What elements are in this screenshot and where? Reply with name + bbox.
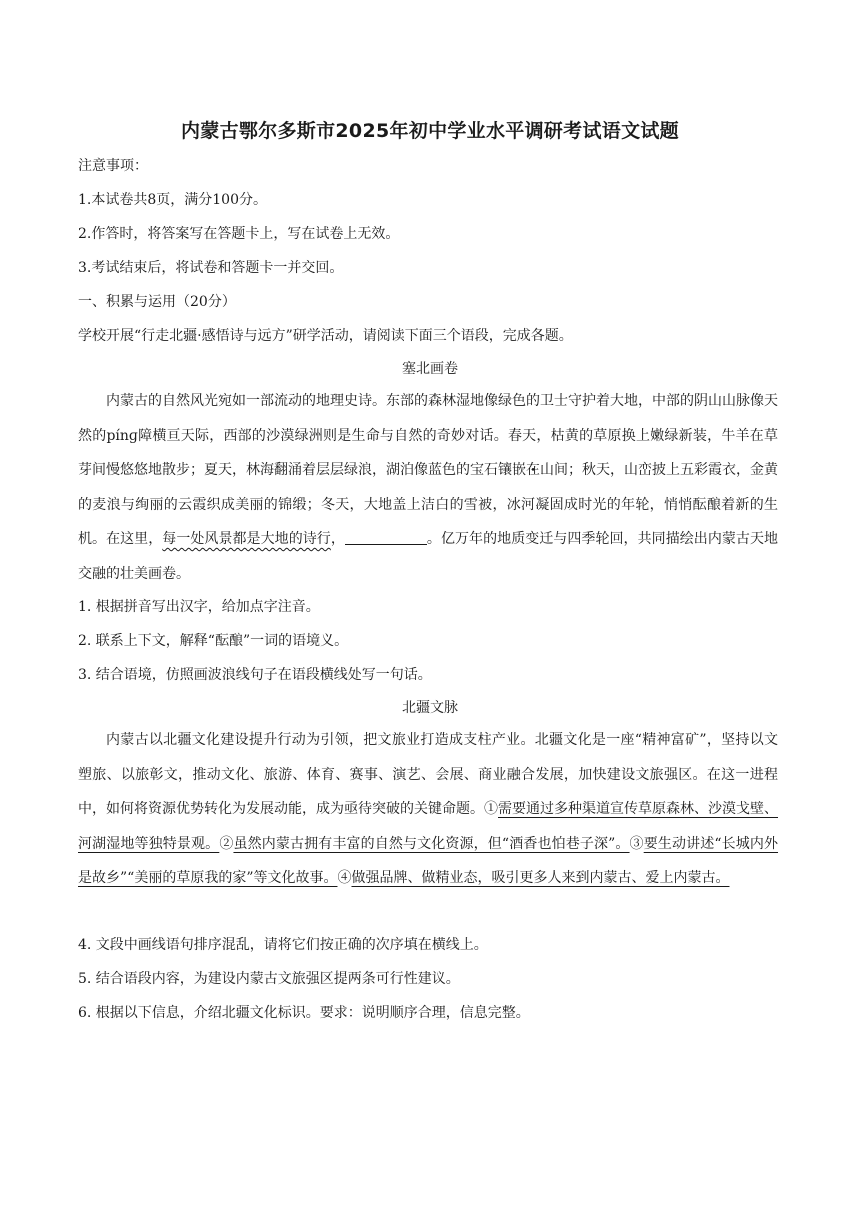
notice-item: 1.本试卷共8页，满分100分。 (78, 192, 267, 208)
notice-heading: 注意事项： (78, 158, 148, 174)
dotted-character: 嵌 • (512, 462, 526, 478)
sentence-marker: ② (219, 835, 234, 852)
section-intro: 学校开展“行走北疆·感悟诗与远方”研学活动，请阅读下面三个语段，完成各题。 (78, 328, 573, 344)
sentence-marker: ③ (629, 835, 644, 852)
question-item: 4. 文段中画线语句排序混乱，请将它们按正确的次序填在横线上。 (78, 937, 488, 953)
question-item: 2. 联系上下文，解释“酝酿”一词的语境义。 (78, 633, 349, 649)
wavy-underlined-sentence: 每一处风景都是大地的诗行 (162, 531, 331, 547)
page-title: 内蒙古鄂尔多斯市2025年初中学业水平调研考试语文试题 (181, 120, 679, 142)
underlined-sentence: 虽然内蒙古拥有丰富的自然与文化资源，但“酒香也怕巷子深”。 (233, 835, 630, 852)
passage-body (78, 723, 778, 896)
underlined-sentence: 需要通过多种渠道宣传草原森林、沙漠戈壁、河湖湿地等独特景观。 (78, 801, 778, 852)
section-heading: 一、积累与运用（20分） (78, 294, 236, 310)
notice-item: 3.考试结束后，将试卷和答题卡一并交回。 (78, 260, 344, 276)
passage-title: 北疆文脉 (402, 700, 458, 716)
sentence-marker: ④ (337, 870, 352, 886)
question-item: 5. 结合语段内容，为建设内蒙古文旅强区提两条可行性建议。 (78, 971, 460, 987)
passage-text: 内蒙古以北疆文化建设提升行动为引领，把文旅业打造成支柱产业。北疆文化是一座“精神富矿”，坚持以文塑旅、以旅彰文，推动文化、旅游、体育、赛事、演艺、会展、商业融合发展，加快建设文旅强区。在这一进程中，如何将资源优势转化为发展动能，成为亟待突破的关键命题。① (78, 732, 778, 817)
notice-item: 2.作答时，将答案写在答题卡上，写在试卷上无效。 (78, 226, 400, 242)
passage-text: 在山间；秋天，山峦披上五彩霞衣，金黄的麦浪与绚丽的云霞织成美丽的锦缎；冬天，大地盖上洁白的雪被，冰河凝固成时光的年轮，悄悄酝酿着新的生机。在这里， (78, 462, 778, 547)
passage-title: 塞北画卷 (402, 361, 458, 377)
question-item: 1. 根据拼音写出汉字，给加点字注音。 (78, 599, 320, 615)
passage-body (78, 384, 778, 591)
underlined-sentence: 要生动讲述“长城内外是故乡”“美丽的草原我的家”等文化故事。 (78, 835, 779, 886)
passage-text: ， (330, 531, 345, 547)
passage-text: 。亿万年的地质变迁与四季轮回，共同描绘出内蒙古天地交融的壮美画卷。 (78, 531, 779, 582)
answer-blank[interactable] (345, 530, 427, 545)
question-item: 6. 根据以下信息，介绍北疆文化标识。要求：说明顺序合理，信息完整。 (78, 1005, 530, 1021)
passage-text: 内蒙古的自然风光宛如一部流动的地理史诗。东部的森林湿地像绿色的卫士守护着大地，中部的阴山山脉像天然的pínɡ障横亘天际，西部的沙漠绿洲则是生命与自然的奇妙对话。春天，枯黄的草原换上嫩绿新装，牛羊在草芽间慢悠悠地散步；夏天，林海翻涌着层层绿浪，湖泊像蓝色的宝石镶 (78, 393, 778, 478)
question-item: 3. 结合语境，仿照画波浪线句子在语段横线处写一句话。 (78, 667, 432, 683)
underlined-sentence: 做强品牌、做精业态，吸引更多人来到内蒙古、爱上内蒙古。 (351, 870, 730, 886)
